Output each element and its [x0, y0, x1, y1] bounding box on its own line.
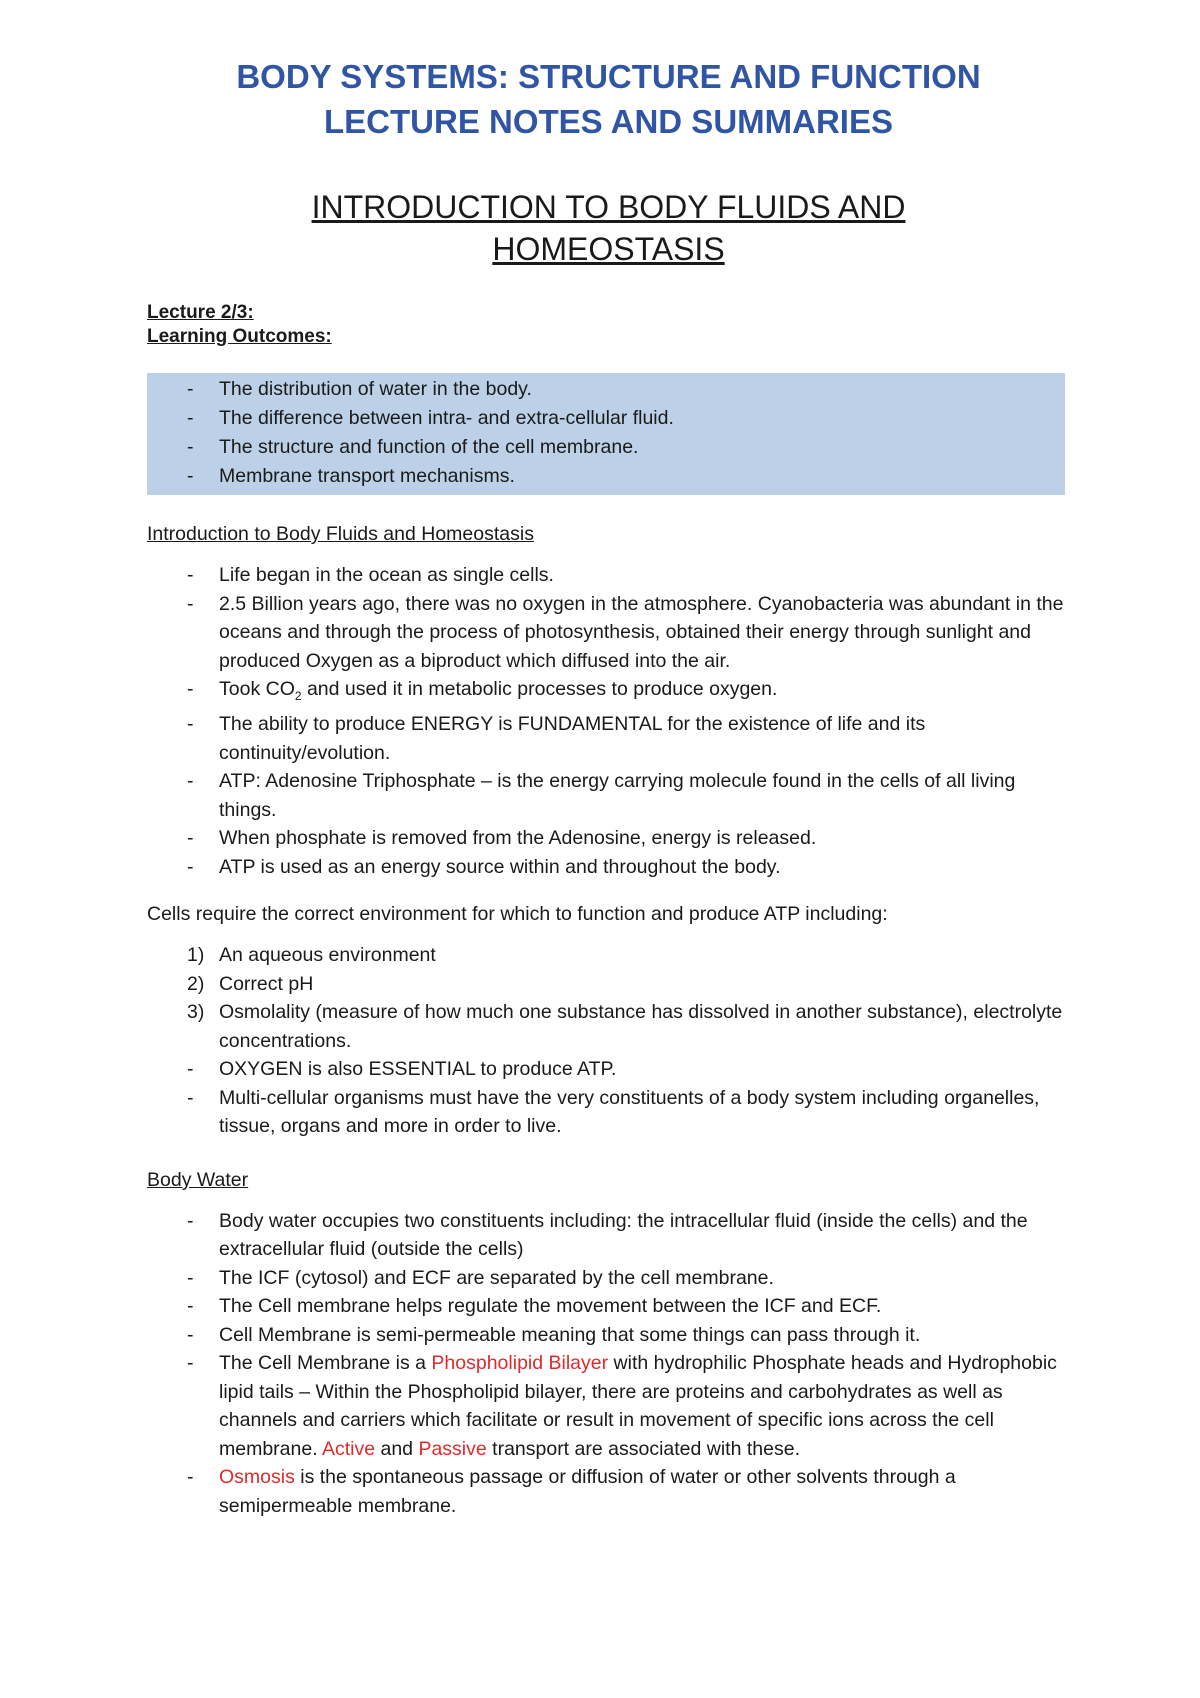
membrane-text-3: and [375, 1437, 419, 1460]
bullet-text: 2.5 Billion years ago, there was no oxygen in the atmosphere. Cyanobacteria was abundant in the oceans and through the process of photosynthesis, obtained their energy through sunlight and produced Oxygen as a biproduct which diffused into the air. [219, 592, 1064, 672]
dash-marker: - [187, 407, 194, 429]
list-item [147, 1207, 1065, 1264]
number-marker: 2) [187, 972, 205, 995]
section-title-line1: INTRODUCTION TO BODY FLUIDS AND [311, 189, 906, 225]
list-item [147, 675, 1065, 710]
list-item [147, 590, 1065, 676]
outcome-text: Membrane transport mechanisms. [219, 465, 515, 487]
dash-marker: - [187, 564, 194, 586]
osmosis-text: is the spontaneous passage or diffusion of water or other solvents through a semipermeable membrane. [219, 1466, 956, 1517]
lecture-info [147, 301, 1070, 349]
list-item [147, 767, 1065, 824]
outcome-text: The structure and function of the cell membrane. [219, 436, 639, 458]
list-item [147, 1055, 1065, 1084]
bullet-text: The Cell membrane helps regulate the movement between the ICF and ECF. [219, 1295, 882, 1318]
list-item [147, 1084, 1065, 1141]
dash-marker: - [187, 827, 194, 850]
list-item [147, 1264, 1065, 1293]
list-item [147, 941, 1065, 970]
osmosis-term: Osmosis [219, 1466, 295, 1489]
bullet-text: The ability to produce ENERGY is FUNDAMENTAL for the existence of life and its continuity/evolution. [219, 713, 926, 764]
bullet-text: OXYGEN is also ESSENTIAL to produce ATP. [219, 1058, 617, 1081]
requirements-lead: Cells require the correct environment for which to function and produce ATP including: [147, 903, 888, 926]
dash-marker: - [187, 1058, 194, 1081]
requirement-text: Osmolality (measure of how much one substance has dissolved in another substance), electrolyte concentrations. [219, 1001, 1063, 1052]
list-item [147, 824, 1065, 853]
dash-marker: - [187, 678, 194, 700]
list-item [147, 404, 1065, 433]
list-item [147, 853, 1065, 882]
learning-outcomes-list [147, 373, 1065, 495]
number-marker: 3) [187, 1001, 205, 1024]
dash-marker: - [187, 436, 194, 458]
list-item [147, 710, 1065, 767]
list-item [147, 970, 1065, 999]
phospholipid-bilayer-term: Phospholipid Bilayer [431, 1352, 609, 1375]
list-item [147, 1349, 1065, 1463]
dash-marker: - [187, 592, 194, 615]
active-term: Active [321, 1437, 376, 1460]
dash-marker: - [187, 855, 194, 878]
dash-marker: - [187, 1323, 194, 1346]
document-title-line2: LECTURE NOTES AND SUMMARIES [324, 103, 893, 140]
document-title [147, 0, 1070, 144]
bullet-text: Body water occupies two constituents including: the intracellular fluid (inside the cells) and the extracellular fluid (outside the cells) [219, 1209, 1028, 1261]
intro-bullet-list [147, 561, 1065, 881]
list-item [147, 433, 1065, 462]
list-item [147, 462, 1065, 491]
dash-marker: - [187, 465, 194, 487]
passive-term: Passive [418, 1437, 487, 1460]
list-item [147, 561, 1065, 590]
section-title-line2: HOMEOSTASIS [492, 231, 725, 267]
requirements-list [147, 941, 1065, 1141]
list-item [147, 1463, 1065, 1520]
dash-marker: - [187, 378, 194, 400]
learning-outcomes-label: Learning Outcomes: [147, 326, 332, 347]
membrane-text-4: transport are associated with these. [486, 1437, 800, 1460]
dash-marker: - [187, 1209, 194, 1232]
body-water-heading: Body Water [147, 1168, 249, 1191]
bullet-text: ATP: Adenosine Triphosphate – is the energy carrying molecule found in the cells of all living things. [219, 770, 1016, 821]
bullet-text: Cell Membrane is semi-permeable meaning that some things can pass through it. [219, 1323, 921, 1346]
outcome-text: The distribution of water in the body. [219, 378, 532, 400]
dash-marker: - [187, 1352, 194, 1375]
membrane-text-1: The Cell Membrane is a [219, 1352, 432, 1375]
bullet-text: The ICF (cytosol) and ECF are separated by the cell membrane. [219, 1266, 774, 1289]
list-item [147, 375, 1065, 404]
list-item [147, 998, 1065, 1055]
dash-marker: - [187, 770, 194, 793]
requirement-text: Correct pH [219, 972, 314, 995]
list-item [147, 1292, 1065, 1321]
list-item [147, 1321, 1065, 1350]
bullet-text: Life began in the ocean as single cells. [219, 564, 554, 586]
dash-marker: - [187, 1295, 194, 1318]
lecture-number: Lecture 2/3: [147, 302, 254, 323]
bullet-text: When phosphate is removed from the Adenosine, energy is released. [219, 827, 817, 850]
bullet-text: ATP is used as an energy source within and throughout the body. [219, 855, 781, 878]
body-water-list [147, 1207, 1065, 1521]
dash-marker: - [187, 1466, 194, 1489]
co2-before: Took CO [219, 678, 295, 700]
co2-after: and used it in metabolic processes to produce oxygen. [301, 678, 778, 700]
document-title-line1: BODY SYSTEMS: STRUCTURE AND FUNCTION [236, 58, 981, 95]
number-marker: 1) [187, 944, 205, 967]
membrane-text-2: with hydrophilic Phosphate heads and Hydrophobic lipid tails – Within the Phospholipid bilayer, there are proteins and carbohydrates as well as channels and carriers which facilitate or result in movement of specific ions across the cell membrane. [219, 1352, 1057, 1460]
dash-marker: - [187, 713, 194, 736]
requirement-text: An aqueous environment [219, 944, 436, 967]
intro-heading: Introduction to Body Fluids and Homeostasis [147, 523, 534, 545]
dash-marker: - [187, 1266, 194, 1289]
co2-subscript: 2 [294, 688, 302, 703]
section-title [147, 186, 1070, 270]
bullet-text: Multi-cellular organisms must have the very constituents of a body system including organelles, tissue, organs and more in order to live. [219, 1086, 1040, 1138]
dash-marker: - [187, 1086, 194, 1109]
outcome-text: The difference between intra- and extra-cellular fluid. [219, 407, 674, 429]
